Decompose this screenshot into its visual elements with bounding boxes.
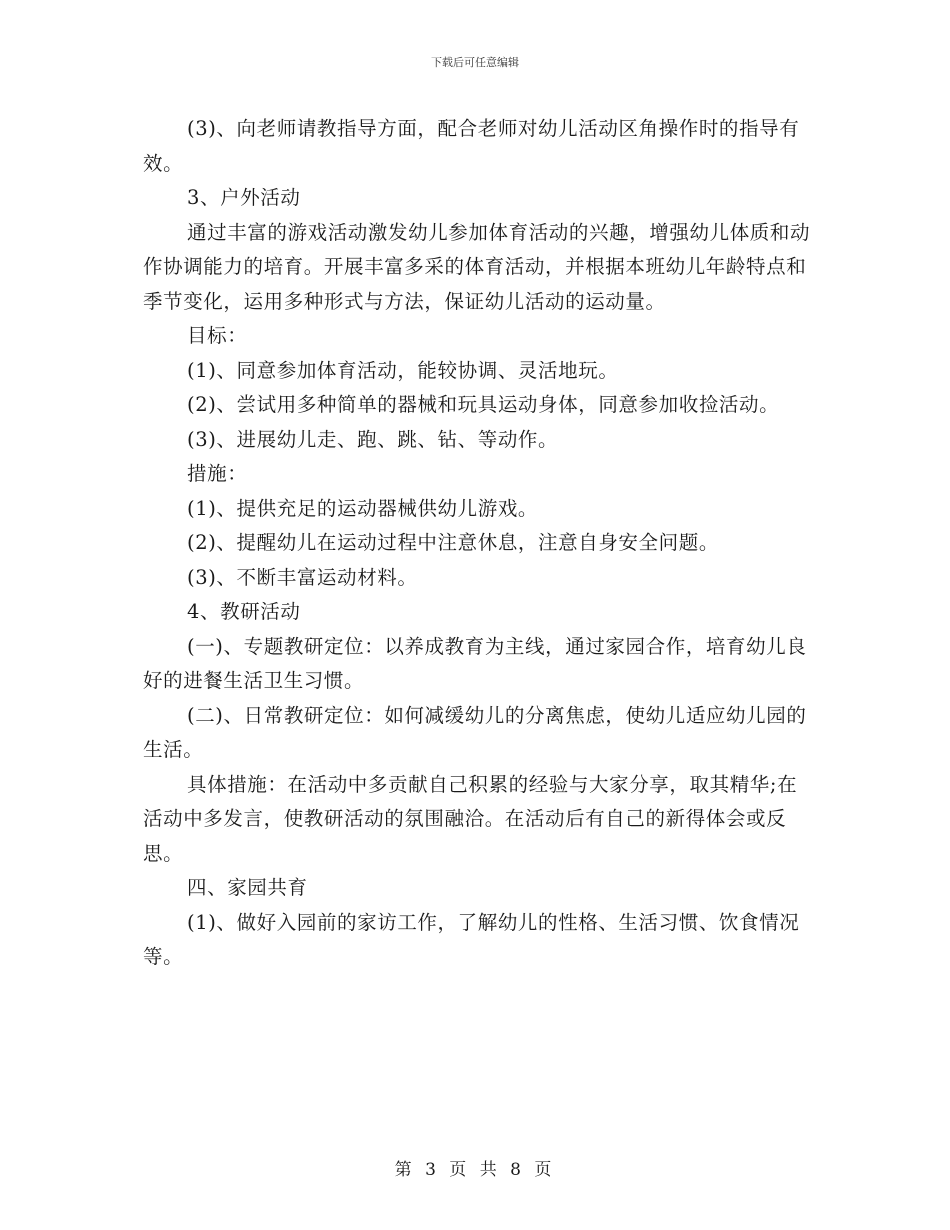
section-heading: 四、家园共育: [187, 876, 308, 899]
list-item: (1)、提供充足的运动器械供幼儿游戏。: [187, 496, 539, 520]
paragraph: (3)、向老师请教指导方面，配合老师对幼儿活动区角操作时的指导有效。: [143, 117, 800, 175]
subheading: 目标：: [187, 324, 248, 347]
page-number: 第 3 页 共 8 页: [394, 1160, 556, 1180]
section-heading: 4、教研活动: [187, 600, 301, 623]
paragraph: 通过丰富的游戏活动激发幼儿参加体育活动的兴趣，增强幼儿体质和动作协调能力的培育。开展丰富多采的体育活动，并根据本班幼儿年龄特点和季节变化，运用多种形式与方法，保证幼儿活动的运动量。: [143, 220, 811, 313]
list-item: (2)、尝试用多种简单的器械和玩具运动身体，同意参加收捡活动。: [187, 393, 780, 416]
subheading: 措施：: [187, 462, 248, 485]
list-item: (3)、不断丰富运动材料。: [187, 565, 418, 589]
paragraph: (1)、做好入园前的家访工作，了解幼儿的性格、生活习惯、饮食情况等。: [143, 910, 800, 968]
list-item: (2)、提醒幼儿在运动过程中注意休息，注意自身安全问题。: [187, 531, 719, 554]
list-item: (3)、进展幼儿走、跑、跳、钻、等动作。: [187, 427, 559, 451]
paragraph: 具体措施：在活动中多贡献自己积累的经验与大家分享，取其精华;在活动中多发言，使教研活动的氛围融洽。在活动后有自己的新得体会或反思。: [143, 772, 798, 865]
list-item: (1)、同意参加体育活动，能较协调、灵活地玩。: [187, 358, 619, 382]
document-body: [143, 112, 813, 975]
page-header: 下载后可任意编辑: [431, 56, 519, 69]
section-heading: 3、户外活动: [187, 186, 301, 209]
paragraph: (二)、日常教研定位：如何减缓幼儿的分离焦虑，使幼儿适应幼儿园的生活。: [143, 703, 807, 761]
paragraph: (一)、专题教研定位：以养成教育为主线，通过家园合作，培育幼儿良好的进餐生活卫生习惯。: [143, 634, 807, 692]
